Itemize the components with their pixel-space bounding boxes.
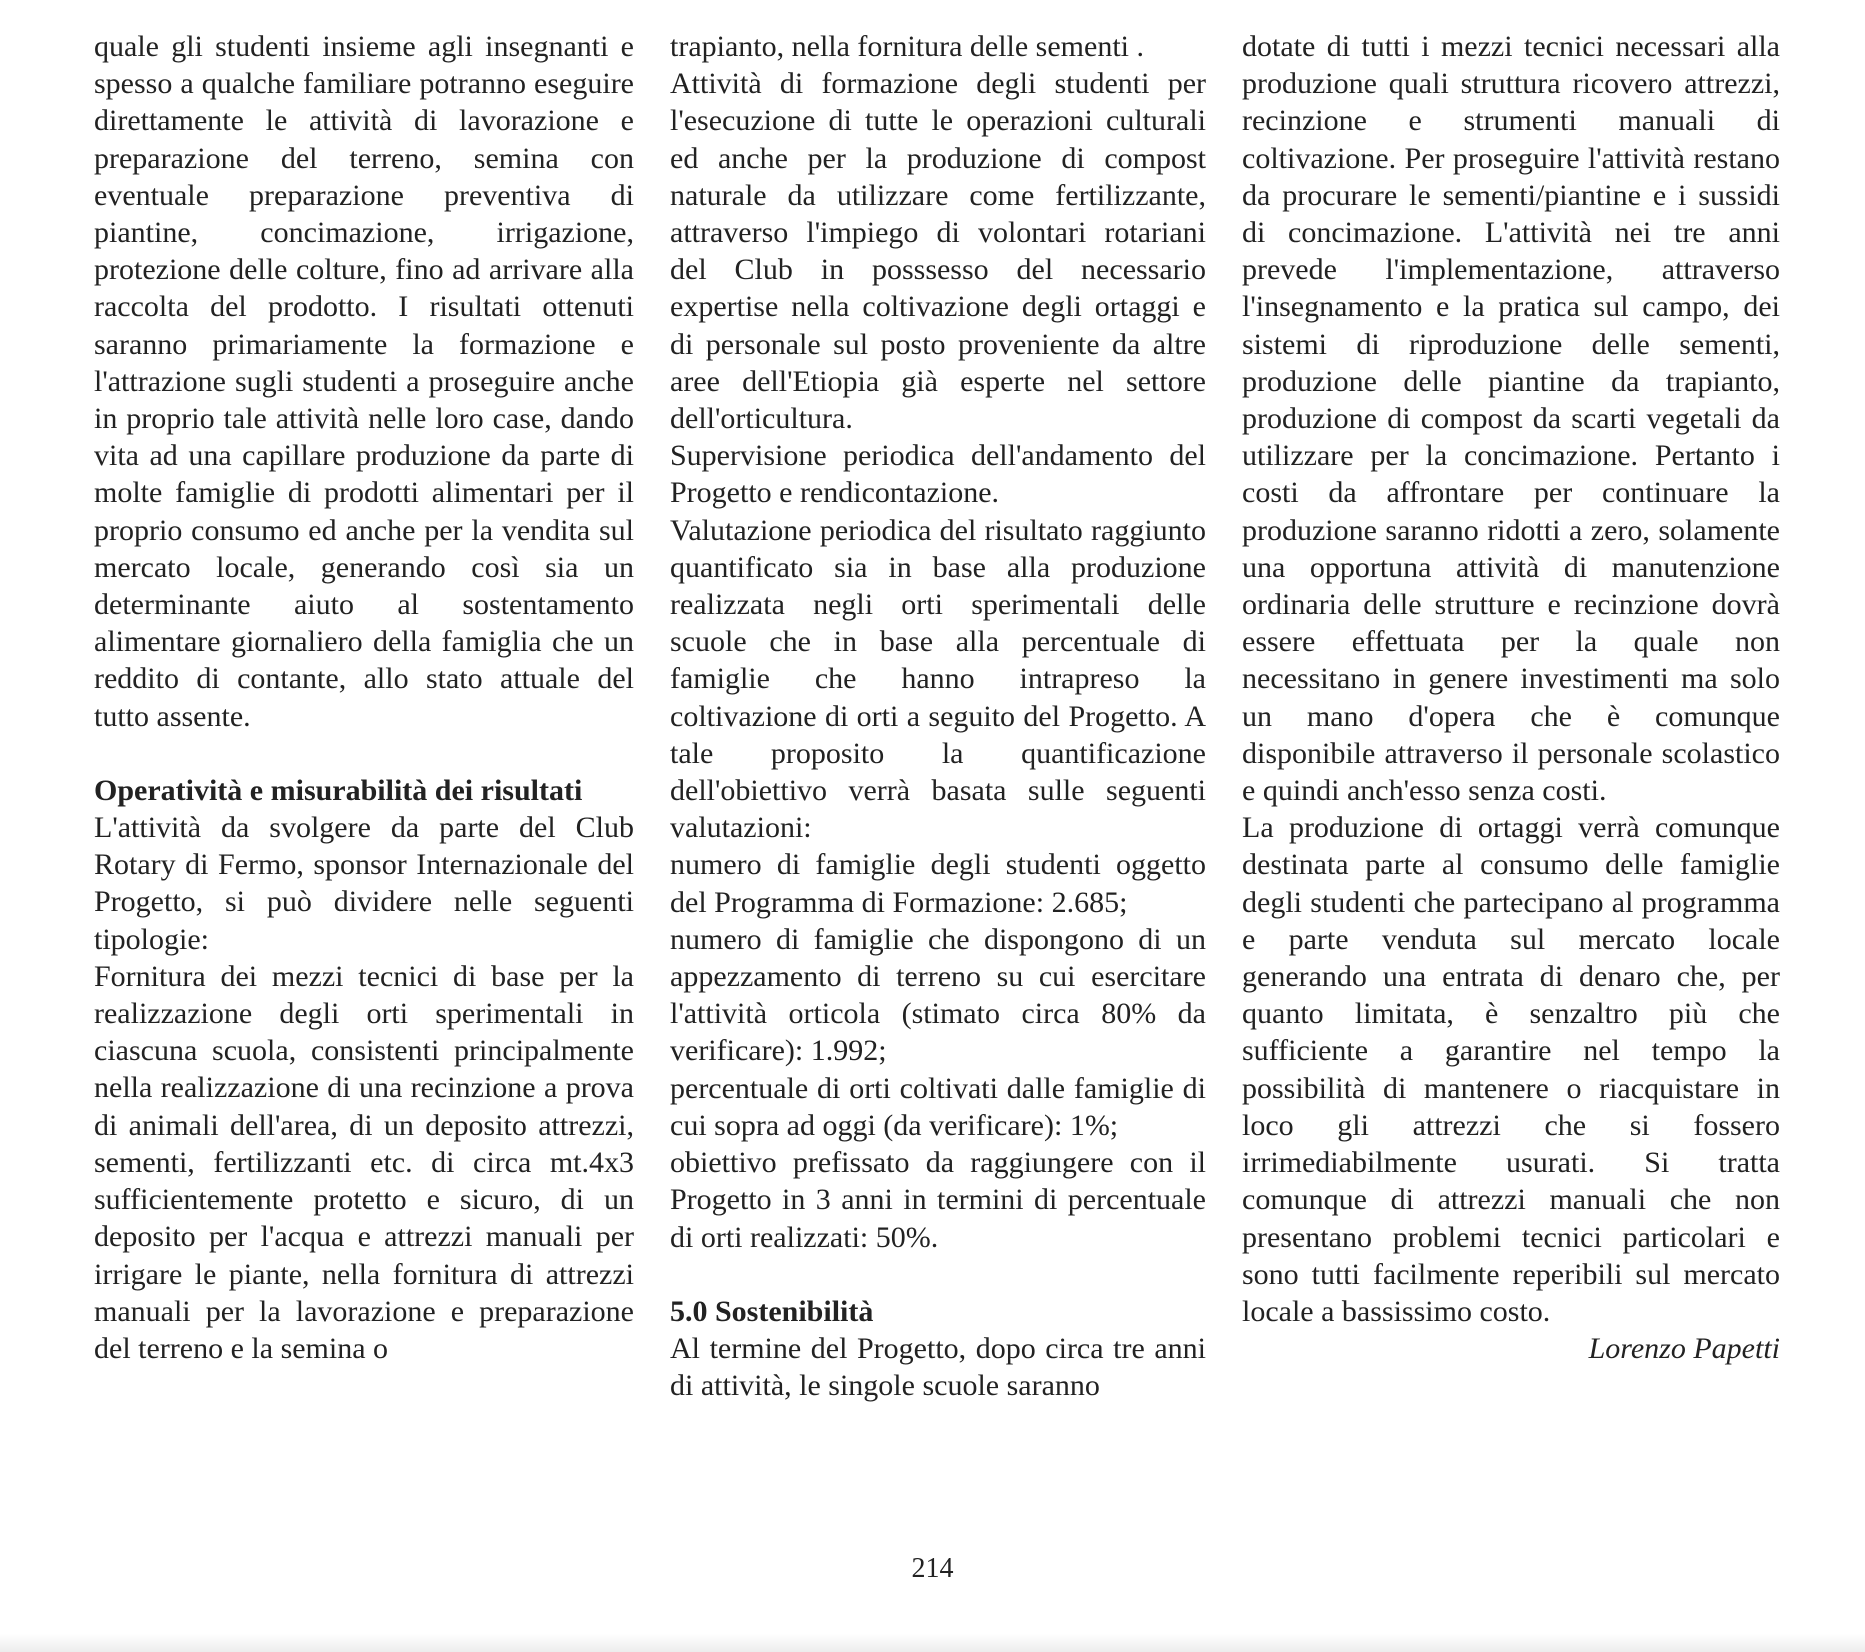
text-column-middle bbox=[670, 28, 1206, 1404]
body-paragraph: obiettivo prefissato da raggiungere con il Progetto in 3 anni in termini di percentuale di orti realizzati: 50%. bbox=[670, 1146, 1206, 1254]
page-number: 214 bbox=[911, 1553, 954, 1584]
body-paragraph: Supervisione periodica dell'andamento del Progetto e rendicontazione. bbox=[670, 439, 1206, 510]
text-column-left bbox=[94, 28, 634, 1367]
body-paragraph: La produzione di ortaggi verrà comunque destinata parte al consumo delle famiglie degli studenti che partecipano al programma e parte venduta sul mercato locale generando una entrata di denaro che, per quanto limitata, è senzaltro più che sufficiente a garantire nel tempo la possibilità di mantenere o riacquistare in loco gli attrezzi che si fossero irrimediabilmente usurati. Si tratta comunque di attrezzi manuali che non presentano problemi tecnici particolari e sono tutti facilmente reperibili sul mercato locale a bassissimo costo. bbox=[1242, 811, 1780, 1328]
scan-edge-shadow bbox=[0, 1634, 1865, 1652]
body-paragraph: Fornitura dei mezzi tecnici di base per la realizzazione degli orti sperimentali in ciascuna scuola, consistenti principalmente nella realizzazione di una recinzione a prova di animali dell'area, di un deposito attrezzi, sementi, fertilizzanti etc. di circa mt.4x3 sufficientemente protetto e sicuro, di un deposito per l'acqua e attrezzi manuali per irrigare le piante, nella fornitura di attrezzi manuali per la lavorazione e preparazione del terreno e la semina o bbox=[94, 959, 634, 1365]
section-heading-operativita: Operatività e misurabilità dei risultati bbox=[94, 773, 583, 807]
paragraph-spacer bbox=[94, 735, 634, 772]
author-signature: Lorenzo Papetti bbox=[1588, 1332, 1780, 1366]
body-paragraph: quale gli studenti insieme agli insegnanti e spesso a qualche familiare potranno eseguire direttamente le attività di lavorazione e preparazione del terreno, semina con eventuale preparazione preventiva di piantine, concimazione, irrigazione, protezione delle colture, fino ad arrivare alla raccolta del prodotto. I risultati ottenuti saranno primariamente la formazione e l'attrazione sugli studenti a proseguire anche in proprio tale attività nelle loro case, dando vita ad una capillare produzione da parte di molte famiglie di prodotti alimentari per il proprio consumo ed anche per la vendita sul mercato locale, generando così sia un determinante aiuto al sostentamento alimentare giornaliero della famiglia che un reddito di contante, allo stato attuale del tutto assente. bbox=[94, 30, 634, 733]
paragraph-spacer bbox=[670, 1256, 1206, 1293]
body-paragraph: L'attività da svolgere da parte del Club Rotary di Fermo, sponsor Internazionale del Progetto, si può dividere nelle seguenti tipologie: bbox=[94, 811, 634, 956]
body-paragraph: dotate di tutti i mezzi tecnici necessari alla produzione quali struttura ricovero attrezzi, recinzione e strumenti manuali di coltivazione. Per proseguire l'attività restano da procurare le sementi/piantine e i sussidi di concimazione. L'attività nei tre anni prevede l'implementazione, attraverso l'insegnamento e la pratica sul campo, dei sistemi di riproduzione delle sementi, produzione delle piantine da trapianto, produzione di compost da scarti vegetali da utilizzare per la concimazione. Pertanto i costi da affrontare per continuare la produzione saranno ridotti a zero, solamente una opportuna attività di manutenzione ordinaria delle strutture e recinzione dovrà essere effettuata per la quale non necessitano in genere investimenti ma solo un mano d'opera che è comunque disponibile attraverso il personale scolastico e quindi anch'esso senza costi. bbox=[1242, 30, 1780, 808]
text-column-right bbox=[1242, 28, 1780, 1367]
body-paragraph: Al termine del Progetto, dopo circa tre anni di attività, le singole scuole saranno bbox=[670, 1331, 1206, 1403]
body-paragraph: percentuale di orti coltivati dalle famiglie di cui sopra ad oggi (da verificare): 1%; bbox=[670, 1071, 1206, 1142]
body-paragraph: Attività di formazione degli studenti per l'esecuzione di tutte le operazioni culturali ed anche per la produzione di compost naturale da utilizzare come fertilizzante, attraverso l'impiego di volontari rotariani del Club in posssesso del necessario expertise nella coltivazione degli ortaggi e di personale sul posto proveniente da altre aree dell'Etiopia già esperte nel settore dell'orticultura. bbox=[670, 67, 1206, 436]
body-paragraph: numero di famiglie degli studenti oggetto del Programma di Formazione: 2.685; bbox=[670, 848, 1206, 919]
body-paragraph: Valutazione periodica del risultato raggiunto quantificato sia in base alla produzione realizzata negli orti sperimentali delle scuole che in base alla percentuale di famiglie che hanno intrapreso la coltivazione di orti a seguito del Progetto. A tale proposito la quantificazione dell'obiettivo verrà basata sulle seguenti valutazioni: bbox=[670, 513, 1206, 845]
section-heading-sostenibilita: 5.0 Sostenibilità bbox=[670, 1294, 874, 1328]
body-paragraph: numero di famiglie che dispongono di un appezzamento di terreno su cui esercitare l'attività orticola (stimato circa 80% da verificare): 1.992; bbox=[670, 922, 1206, 1068]
body-paragraph: trapianto, nella fornitura delle sementi . bbox=[670, 30, 1144, 63]
